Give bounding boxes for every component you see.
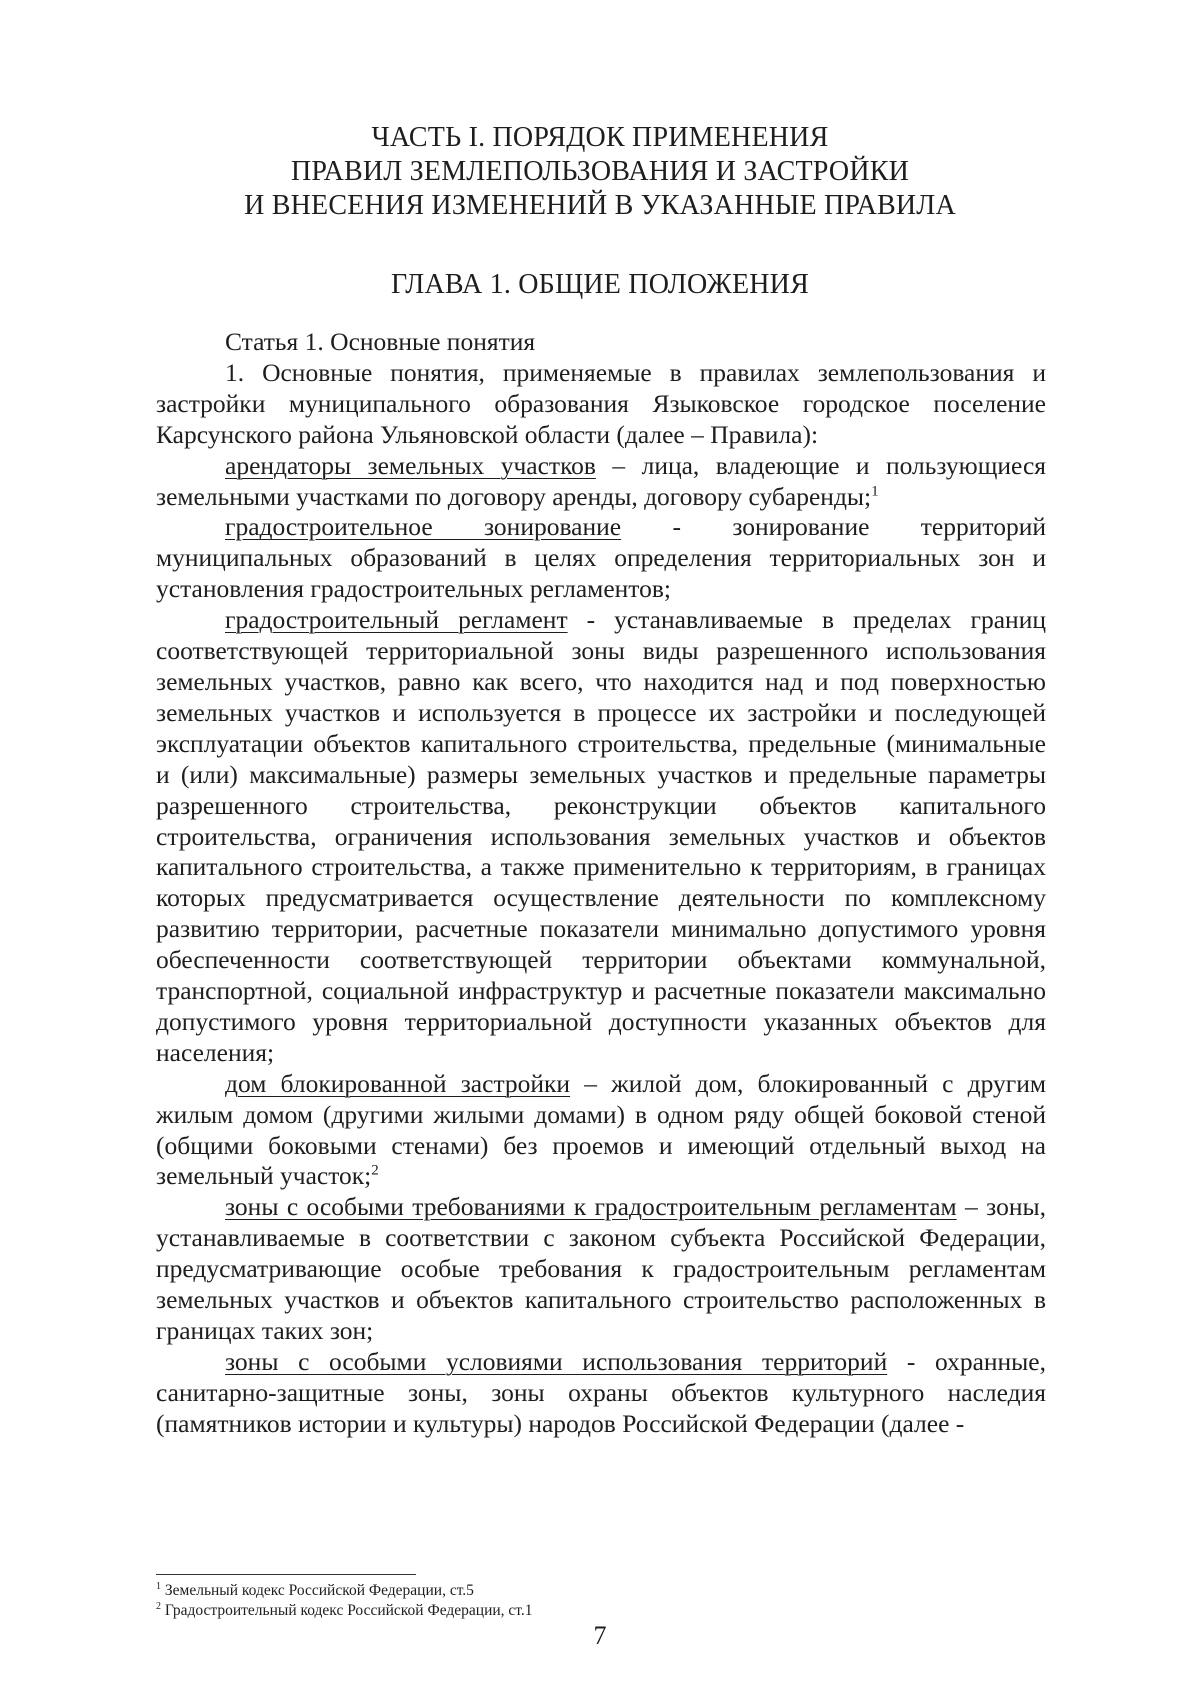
defined-term: арендаторы земельных участков [225, 450, 596, 480]
definition-text: – лица, владеющие и пользующиеся земельными участками по договору аренды, договору субаренды; [156, 450, 1046, 511]
defined-term: градостроительное зонирование [225, 512, 622, 542]
definition-text: - зонирование территорий муниципальных образований в целях определения территориальных зон и установления градостроительных регламентов; [156, 512, 1046, 604]
intro-paragraph: 1. Основные понятия, применяемые в правилах землепользования и застройки муниципального образования Языковское городское поселение Карсунского района Ульяновской области (далее – Правила): [156, 357, 1046, 449]
definition-text: - охранные, санитарно-защитные зоны, зоны охраны объектов культурного наследия (памятников истории и культуры) народов Российской Федерации (далее - [156, 1346, 1047, 1438]
document-body [156, 327, 1046, 1440]
page-number: 7 [593, 1621, 607, 1650]
part-title [160, 121, 1040, 223]
footnote [156, 1581, 533, 1601]
article-title: Статья 1. Основные понятия [225, 327, 536, 356]
defined-term: зоны с особыми требованиями к градостроительным регламентам [225, 1192, 957, 1222]
defined-term: дом блокированной застройки [225, 1068, 571, 1098]
footnotes [156, 1581, 533, 1621]
footnote-text: Градостроительный кодекс Российской Федерации, ст.1 [161, 1602, 533, 1619]
definition-paragraph [156, 512, 1046, 605]
footnote-separator [156, 1574, 416, 1575]
part-title-line: ПРАВИЛ ЗЕМЛЕПОЛЬЗОВАНИЯ И ЗАСТРОЙКИ [290, 156, 910, 187]
footnote-ref[interactable]: 2 [371, 1162, 379, 1179]
footnote-mark: 1 [156, 1580, 161, 1592]
definition-paragraph [156, 1069, 1046, 1193]
defined-term: зоны с особыми условиями использования территорий [225, 1346, 888, 1376]
definition-paragraph [156, 1347, 1046, 1440]
definition-paragraph [156, 605, 1046, 1069]
definition-text: – зоны, устанавливаемые в соответствии с законом субъекта Российской Федерации, предусматривающие особые требования к градостроительным регламентам земельных участков и объектов капитального строительство расположенных в границах таких зон; [156, 1192, 1047, 1345]
definition-text: - устанавливаемые в пределах границ соответствующей территориальной зоны виды разрешенного использования земельных участков, равно как всего, что находится над и под поверхностью земельных участков и используется в процессе их застройки и последующей эксплуатации объектов капитального строительства, предельные (минимальные и (или) максимальные) размеры земельных участков и предельные параметры разрешенного строительства, реконструкции объектов капитального строительства, ограничения использования земельных участков и объектов капитального строительства, а также применительно к территориям, в границах которых предусматривается осуществление деятельности по комплексному развитию территории, расчетные показатели минимально допустимого уровня обеспеченности соответствующей территории объектами коммунальной, транспортной, социальной инфраструктур и расчетные показатели максимально допустимого уровня территориальной доступности указанных объектов для населения; [156, 605, 1046, 1067]
part-title-line: И ВНЕСЕНИЯ ИЗМЕНЕНИЙ В УКАЗАННЫЕ ПРАВИЛА [244, 190, 956, 221]
chapter-title: ГЛАВА 1. ОБЩИЕ ПОЛОЖЕНИЯ [391, 269, 809, 300]
definition-text: – жилой дом, блокированный с другим жилым домом (другими жилыми домами) в одном ряду общей боковой стеной (общими боковыми стенами) без проемов и имеющий отдельный выход на земельный участок; [156, 1068, 1046, 1191]
part-title-line: ЧАСТЬ I. ПОРЯДОК ПРИМЕНЕНИЯ [371, 122, 829, 153]
footnote-ref[interactable]: 1 [871, 483, 879, 500]
definition-paragraph [156, 1192, 1046, 1347]
defined-term: градостроительный регламент [225, 605, 568, 635]
definition-paragraph [156, 451, 1046, 513]
footnote-mark: 2 [156, 1600, 161, 1612]
footnote-text: Земельный кодекс Российской Федерации, ст.5 [161, 1582, 474, 1599]
footnote [156, 1601, 533, 1621]
